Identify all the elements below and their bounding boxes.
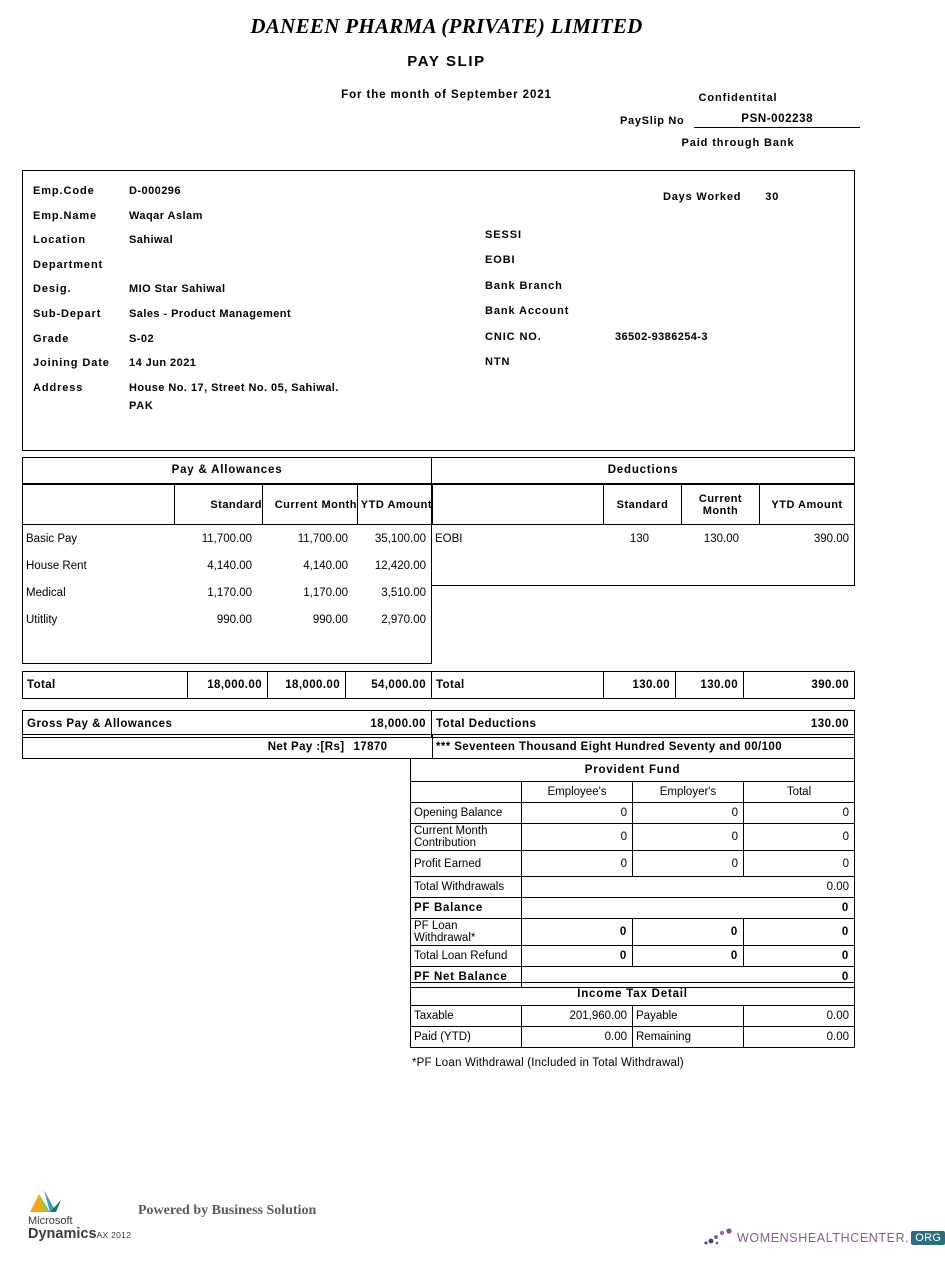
deductions-total-current: 130.00	[676, 672, 744, 699]
pay-row-ytd: 2,970.00	[381, 613, 426, 626]
pay-header-current: Current Month	[263, 485, 358, 525]
pf-header-employee: Employee's	[522, 782, 633, 803]
employee-field-bankaccount	[485, 305, 855, 317]
pay-rows-container	[22, 525, 432, 664]
tax-row-value1: 201,960.00	[522, 1006, 633, 1027]
field-label: Bank Account	[485, 305, 570, 318]
pf-header-employer: Employer's	[633, 782, 744, 803]
pf-row-label: Opening Balance	[411, 803, 522, 824]
table-row	[411, 803, 855, 824]
tax-row-value2: 0.00	[744, 1027, 855, 1048]
table-row	[23, 525, 431, 552]
employee-right-column	[485, 229, 855, 381]
paid-through-label: Paid through Bank	[681, 137, 795, 149]
employee-field-empcode	[33, 185, 463, 197]
pay-section-title: Pay & Allowances	[23, 458, 432, 484]
pf-row-label: PF Balance	[411, 898, 522, 919]
pay-total-row	[22, 671, 432, 699]
pay-row-label: House Rent	[26, 559, 87, 572]
employee-field-empname	[33, 210, 463, 222]
days-worked-block	[663, 191, 779, 203]
pf-row-label: PF Loan Withdrawal*	[411, 919, 522, 946]
pf-row-total: 0	[744, 824, 855, 851]
field-label: Sub-Depart	[33, 307, 102, 320]
pf-row-label: Total Withdrawals	[411, 877, 522, 898]
pf-row-employee: 0	[522, 824, 633, 851]
pf-row-employee: 0	[522, 851, 633, 877]
logo-microsoft-text: Microsoft	[28, 1215, 73, 1227]
deductions-total-label: Total	[432, 672, 604, 699]
net-pay-label: Net Pay :[Rs]	[23, 735, 353, 759]
net-pay-words: *** Seventeen Thousand Eight Hundred Seventy and 00/100	[433, 735, 855, 759]
logo-dynamics-text	[28, 1227, 148, 1242]
pf-header-total: Total	[744, 782, 855, 803]
tax-row-label1: Paid (YTD)	[411, 1027, 522, 1048]
table-row	[432, 525, 854, 552]
employee-field-sessi	[485, 229, 855, 241]
pf-row-total: 0	[744, 803, 855, 824]
payslip-no-value: PSN-002238	[694, 113, 860, 128]
deductions-header-standard: Standard	[604, 485, 682, 525]
table-row	[23, 579, 431, 606]
pay-row-current: 990.00	[312, 613, 348, 626]
pf-row-employer: 0	[633, 919, 744, 946]
pay-row-standard: 11,700.00	[201, 532, 252, 545]
field-value: Sales - Product Management	[129, 307, 292, 320]
deductions-header-blank	[432, 485, 604, 525]
tax-row-value2: 0.00	[744, 1006, 855, 1027]
pay-allowances-table	[22, 457, 432, 664]
pf-row-employer: 0	[633, 803, 744, 824]
employee-field-designation	[33, 283, 463, 295]
pay-row-ytd: 3,510.00	[381, 586, 426, 599]
field-label: Emp.Name	[33, 209, 98, 222]
pf-row-employee: 0	[522, 946, 633, 967]
deductions-header-current: Current Month	[682, 485, 760, 525]
employee-field-grade	[33, 333, 463, 345]
deductions-total-row	[431, 671, 855, 699]
deductions-table	[431, 457, 855, 586]
field-value: House No. 17, Street No. 05, Sahiwal.	[129, 381, 339, 394]
powered-by-text: Powered by Business Solution	[138, 1203, 317, 1218]
pf-row-employee: 0	[522, 919, 633, 946]
employee-field-address	[33, 382, 463, 394]
pf-row-total: 0	[522, 898, 855, 919]
employee-field-cnic	[485, 331, 855, 343]
field-label: EOBI	[485, 254, 516, 267]
pf-header-blank	[411, 782, 522, 803]
field-label: Location	[33, 234, 87, 247]
pay-total-label: Total	[23, 672, 188, 699]
table-row	[411, 946, 855, 967]
field-value: D-000296	[129, 185, 181, 197]
watermark-text: WOMENSHEALTHCENTER.	[737, 1231, 910, 1245]
pf-row-total: 0	[744, 946, 855, 967]
net-pay-row	[22, 734, 855, 759]
employee-details-box	[22, 170, 855, 451]
pf-row-employer: 0	[633, 851, 744, 877]
table-row	[411, 1006, 855, 1027]
pay-row-ytd: 35,100.00	[374, 532, 426, 545]
total-deductions-value: 130.00	[672, 711, 855, 738]
field-value: 14 Jun 2021	[129, 357, 197, 370]
field-label: SESSI	[485, 229, 522, 241]
field-value: 36502-9386254-3	[615, 330, 708, 343]
pay-total-ytd: 54,000.00	[346, 672, 432, 699]
pf-loan-note: *PF Loan Withdrawal (Included in Total Withdrawal)	[412, 1057, 684, 1069]
pf-row-total: 0	[744, 851, 855, 877]
pf-row-employer: 0	[633, 946, 744, 967]
field-label: Bank Branch	[485, 279, 563, 292]
pay-row-current: 11,700.00	[297, 532, 348, 545]
pay-header-blank	[23, 485, 175, 525]
field-label: Emp.Code	[33, 185, 95, 197]
tax-row-value1: 0.00	[522, 1027, 633, 1048]
deduction-row-current: 130.00	[703, 532, 739, 545]
deduction-row-standard: 130	[629, 532, 649, 545]
company-title: DANEEN PHARMA (PRIVATE) LIMITED	[250, 14, 643, 38]
tax-row-label1: Taxable	[411, 1006, 522, 1027]
microsoft-dynamics-logo	[28, 1188, 148, 1242]
deduction-row-label: EOBI	[435, 532, 463, 545]
dots-icon	[703, 1226, 737, 1250]
total-deductions-label: Total Deductions	[432, 711, 672, 738]
pf-row-total: 0.00	[522, 877, 855, 898]
pf-section-title: Provident Fund	[411, 759, 855, 782]
provident-fund-table	[410, 758, 855, 988]
employee-field-location	[33, 234, 463, 246]
confidential-label: Confidentital	[698, 92, 778, 104]
pay-total-current: 18,000.00	[268, 672, 346, 699]
pay-row-standard: 990.00	[216, 613, 252, 626]
field-label: Grade	[33, 332, 70, 345]
field-label: CNIC NO.	[485, 330, 542, 343]
net-pay-value: 17870	[353, 735, 433, 759]
pay-row-current: 4,140.00	[303, 559, 348, 572]
employee-field-department	[33, 259, 463, 271]
pay-row-standard: 1,170.00	[207, 586, 252, 599]
watermark	[703, 1226, 945, 1250]
pf-row-label: Current Month Contribution	[411, 824, 522, 851]
days-worked-value: 30	[765, 191, 780, 203]
field-label: Desig.	[33, 283, 72, 296]
income-tax-table	[410, 982, 855, 1048]
table-row	[23, 606, 431, 633]
payslip-no-label: PaySlip No	[620, 115, 685, 127]
pay-row-current: 1,170.00	[303, 586, 348, 599]
pay-row-label: Medical	[26, 586, 66, 599]
table-row	[411, 851, 855, 877]
table-row	[411, 898, 855, 919]
gross-pay-label: Gross Pay & Allowances	[23, 711, 263, 738]
pf-row-label: PF Net Balance	[411, 967, 522, 988]
employee-field-ntn	[485, 356, 855, 368]
field-label: Joining Date	[33, 357, 110, 370]
pf-row-label: Total Loan Refund	[411, 946, 522, 967]
table-row	[23, 552, 431, 579]
table-row	[411, 1027, 855, 1048]
document-title: PAY SLIP	[407, 53, 486, 70]
employee-field-eobi	[485, 254, 855, 266]
deductions-rows-container	[431, 525, 855, 586]
table-row	[411, 877, 855, 898]
field-label: Address	[33, 381, 84, 394]
payslip-no-row	[620, 113, 860, 128]
logo-dynamics-label: Dynamics	[28, 1226, 97, 1242]
gross-pay-value: 18,000.00	[263, 711, 432, 738]
pay-period: For the month of September 2021	[341, 89, 552, 101]
field-label: Department	[33, 258, 104, 271]
pay-header-standard: Standard	[175, 485, 263, 525]
pay-header-ytd: YTD Amount	[358, 485, 433, 525]
logo-ax-version: AX 2012	[96, 1230, 132, 1240]
tax-row-label2: Remaining	[633, 1027, 744, 1048]
days-worked-label: Days Worked	[663, 191, 742, 203]
pay-row-label: Basic Pay	[26, 532, 78, 545]
employee-field-subdepartment	[33, 308, 463, 320]
tax-section-title: Income Tax Detail	[411, 983, 855, 1006]
employee-address-line2: PAK	[129, 399, 154, 412]
deductions-total-ytd: 390.00	[744, 672, 855, 699]
deductions-total-standard: 130.00	[604, 672, 676, 699]
pay-row-standard: 4,140.00	[207, 559, 252, 572]
dynamics-logo-icon	[28, 1188, 66, 1214]
deduction-row-ytd: 390.00	[813, 532, 849, 545]
pay-row-ytd: 12,420.00	[374, 559, 426, 572]
field-value: S-02	[129, 332, 155, 345]
pf-row-employee: 0	[522, 803, 633, 824]
table-row	[411, 824, 855, 851]
employee-field-joiningdate	[33, 357, 463, 369]
field-label: NTN	[485, 355, 511, 368]
tax-row-label2: Payable	[633, 1006, 744, 1027]
confidential-block	[620, 92, 860, 149]
field-value: Waqar Aslam	[129, 209, 203, 222]
watermark-org-badge: ORG	[911, 1231, 945, 1245]
pf-row-employer: 0	[633, 824, 744, 851]
pay-total-standard: 18,000.00	[188, 672, 268, 699]
pf-row-label: Profit Earned	[411, 851, 522, 877]
employee-left-column	[33, 185, 463, 412]
pf-row-total: 0	[744, 919, 855, 946]
field-value: MIO Star Sahiwal	[129, 283, 226, 296]
table-row	[411, 919, 855, 946]
field-value: Sahiwal	[129, 234, 174, 247]
pf-row-total: 0	[522, 967, 855, 988]
employee-field-bankbranch	[485, 280, 855, 292]
pay-row-label: Utitlity	[26, 613, 58, 626]
deductions-header-ytd: YTD Amount	[760, 485, 855, 525]
deductions-section-title: Deductions	[432, 458, 855, 484]
